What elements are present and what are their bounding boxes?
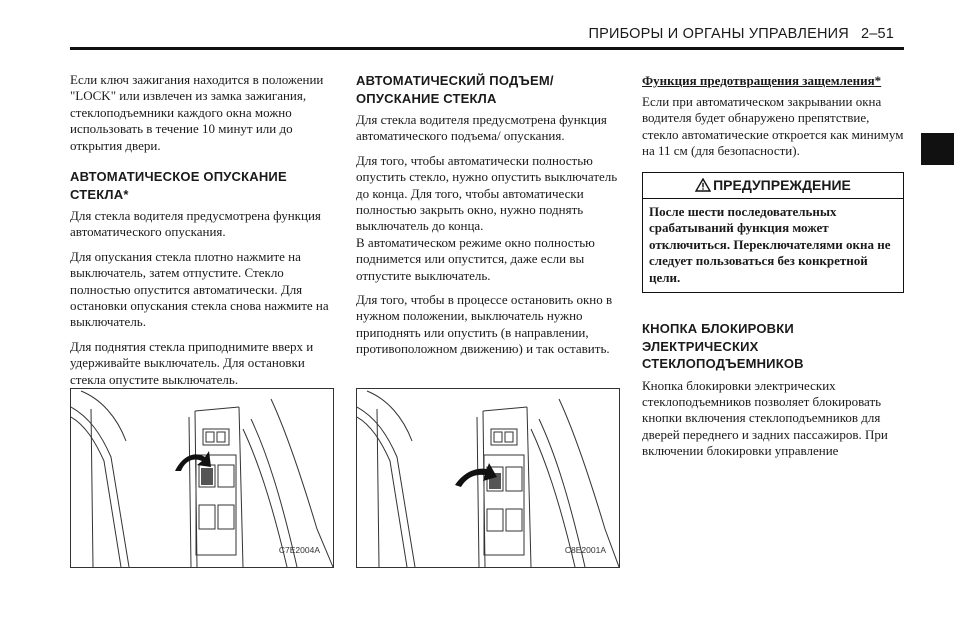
header-title: ПРИБОРЫ И ОРГАНЫ УПРАВЛЕНИЯ: [588, 26, 849, 42]
heading-window-lock: КНОПКА БЛОКИРОВКИ ЭЛЕКТРИЧЕСКИХ СТЕКЛОПОДЪЕМНИКОВ: [642, 321, 804, 372]
figure-window-switch-2: [356, 388, 620, 568]
header-rule: [70, 47, 904, 50]
intro-paragraph: Если ключ зажигания находится в положении "LOCK" или извлечен из замка зажигания, стеклоподъемники каждого окна можно использовать в течение 10 минут или до открытия двери.: [70, 72, 324, 153]
paragraph: В автоматическом режиме окно полностью поднимется или опустится, даже если вы отпустите выключатель.: [356, 234, 595, 283]
figure-code: C7E2004A: [278, 545, 320, 555]
warning-box: [642, 172, 904, 293]
paragraph: Для стекла водителя предусмотрена функция автоматического подъема/ опускания.: [356, 112, 607, 144]
section-tab-marker: [921, 133, 954, 165]
page-number: 2–51: [860, 26, 894, 42]
door-switch-illustration: [71, 389, 333, 567]
paragraph: Для опускания стекла плотно нажмите на выключатель, затем отпустите. Стекло полностью опустится автоматически. Для остановки опускания стекла снова нажмите на выключатель.: [70, 248, 329, 330]
column-1: [70, 72, 336, 396]
warning-text: После шести последовательных срабатываний функция может отключиться. Переключателями окна не следует пользоваться без конкретной цели.: [649, 204, 891, 285]
paragraph: Для стекла водителя предусмотрена функция автоматического опускания.: [70, 208, 321, 240]
paragraph: Если при автоматическом закрывании окна водителя будет обнаружено препятствие, стекло автоматические откроется как минимум на 11 см (для безопасности).: [642, 94, 904, 159]
warning-triangle-icon: [695, 178, 711, 192]
subheading-anti-pinch: Функция предотвращения защемления*: [642, 73, 882, 88]
heading-auto-down: АВТОМАТИЧЕСКОЕ ОПУСКАНИЕ СТЕКЛА*: [70, 169, 287, 202]
heading-auto-up-down: АВТОМАТИЧЕСКИЙ ПОДЪЕМ/ ОПУСКАНИЕ СТЕКЛА: [356, 73, 554, 106]
column-3: [642, 72, 904, 468]
figure-window-switch-1: [70, 388, 334, 568]
door-switch-illustration: [357, 389, 619, 567]
paragraph: Кнопка блокировки электрических стеклоподъемников позволяет блокировать кнопки включения стеклоподъемников для дверей переднего и задних пассажиров. При включении блокировки управление: [642, 377, 888, 459]
warning-header: [643, 173, 903, 199]
paragraph: Для того, чтобы в процессе остановить окно в нужном положении, выключатель нужно приподнять или опустить (в направлении, противоположном движению) и так оставить.: [356, 292, 613, 357]
warning-title: ПРЕДУПРЕЖДЕНИЕ: [713, 176, 851, 193]
paragraph: Для поднятия стекла приподнимите вверх и удерживайте выключатель. Для остановки стекла опустите выключатель.: [70, 338, 314, 387]
paragraph: Для того, чтобы автоматически полностью опустить стекло, нужно опустить выключатель до конца. Для того, чтобы автоматически полностью закрыть окно, нужно поднять выключатель до конца.: [356, 152, 618, 234]
column-2: [356, 72, 621, 366]
figure-code: C8E2001A: [564, 545, 606, 555]
page-header: [588, 26, 894, 42]
